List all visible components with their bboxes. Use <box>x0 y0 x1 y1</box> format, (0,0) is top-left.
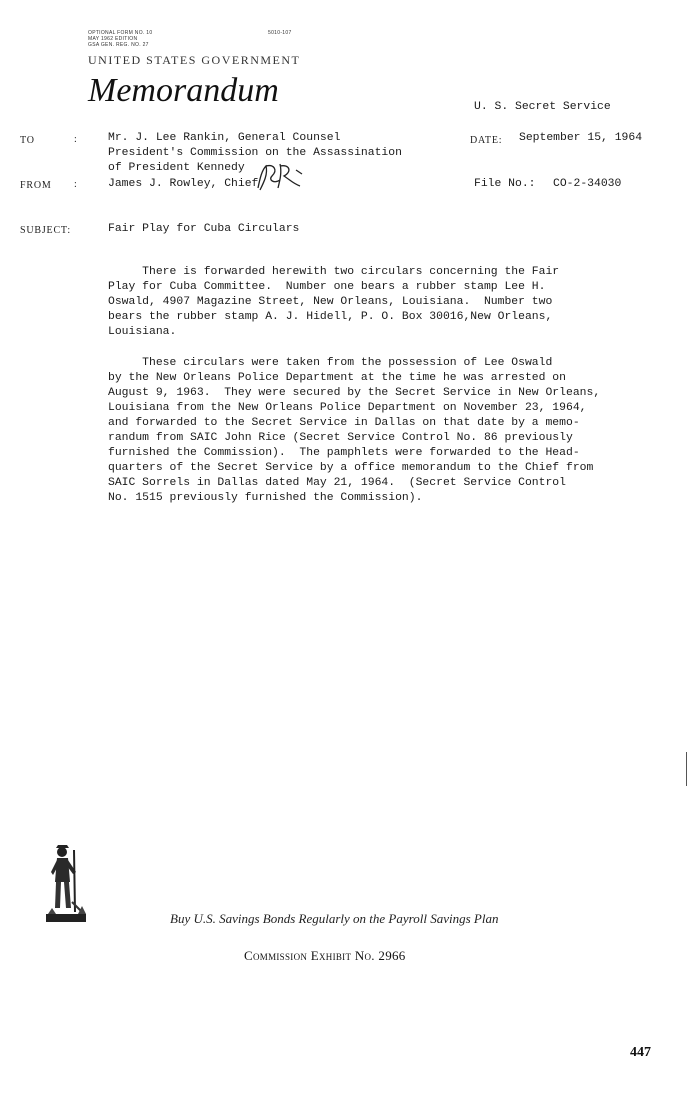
date-value: September 15, 1964 <box>519 132 643 144</box>
body-line: Louisiana from the New Orleans Police Department on November 23, 1964, <box>108 402 587 414</box>
form-edition: MAY 1962 EDITION <box>88 36 138 42</box>
file-label: File No.: <box>474 178 536 190</box>
subject-value: Fair Play for Cuba Circulars <box>108 223 300 235</box>
body-line: randum from SAIC John Rice (Secret Service Control No. 86 previously <box>108 432 573 444</box>
minuteman-statue-icon <box>42 842 88 928</box>
subject-label: SUBJECT: <box>20 225 71 236</box>
body-line: by the New Orleans Police Department at the time he was arrested on <box>108 372 566 384</box>
page-number: 447 <box>630 1045 651 1060</box>
body-line: Play for Cuba Committee. Number one bears a rubber stamp Lee H. <box>108 281 546 293</box>
body-line: SAIC Sorrels in Dallas dated May 21, 1964. (Secret Service Control <box>108 477 566 489</box>
body-line: These circulars were taken from the possession of Lee Oswald <box>108 357 553 369</box>
form-regulation: GSA GEN. REG. NO. 27 <box>88 42 149 48</box>
from-value: James J. Rowley, Chief <box>108 178 259 190</box>
body-paragraph-2 <box>108 356 600 506</box>
to-separator: : <box>74 134 78 145</box>
body-line: and forwarded to the Secret Service in Dallas on that date by a memo- <box>108 417 580 429</box>
date-label: DATE: <box>470 135 503 146</box>
to-line-2: President's Commission on the Assassination <box>108 147 402 159</box>
form-code: 5010-107 <box>268 30 292 36</box>
body-line: quarters of the Secret Service by a office memorandum to the Chief from <box>108 462 594 474</box>
to-line-1: Mr. J. Lee Rankin, General Counsel <box>108 132 341 144</box>
body-line: Oswald, 4907 Magazine Street, New Orleans, Louisiana. Number two <box>108 296 553 308</box>
commission-exhibit-label: Commission Exhibit No. 2966 <box>244 948 406 963</box>
from-separator: : <box>74 179 78 190</box>
from-label: FROM <box>20 180 52 191</box>
memo-title: Memorandum <box>88 72 279 109</box>
form-number: OPTIONAL FORM NO. 10 <box>88 30 153 36</box>
to-label: TO <box>20 135 35 146</box>
body-paragraph-1 <box>108 265 559 340</box>
body-line: There is forwarded herewith two circulars concerning the Fair <box>108 266 560 278</box>
savings-bond-slogan: Buy U.S. Savings Bonds Regularly on the Payroll Savings Plan <box>170 911 499 926</box>
body-line: August 9, 1963. They were secured by the Secret Service in New Orleans, <box>108 387 601 399</box>
body-line: No. 1515 previously furnished the Commission). <box>108 492 423 504</box>
body-line: Louisiana. <box>108 326 177 338</box>
handwritten-initials <box>250 160 314 196</box>
to-line-3: of President Kennedy <box>108 162 245 174</box>
file-number: CO-2-34030 <box>553 178 622 190</box>
body-line: furnished the Commission). The pamphlets were forwarded to the Head- <box>108 447 580 459</box>
government-heading: UNITED STATES GOVERNMENT <box>88 53 301 67</box>
scan-edge-mark <box>686 752 687 786</box>
agency-name: U. S. Secret Service <box>474 101 611 113</box>
body-line: bears the rubber stamp A. J. Hidell, P. O. Box 30016,New Orleans, <box>108 311 553 323</box>
